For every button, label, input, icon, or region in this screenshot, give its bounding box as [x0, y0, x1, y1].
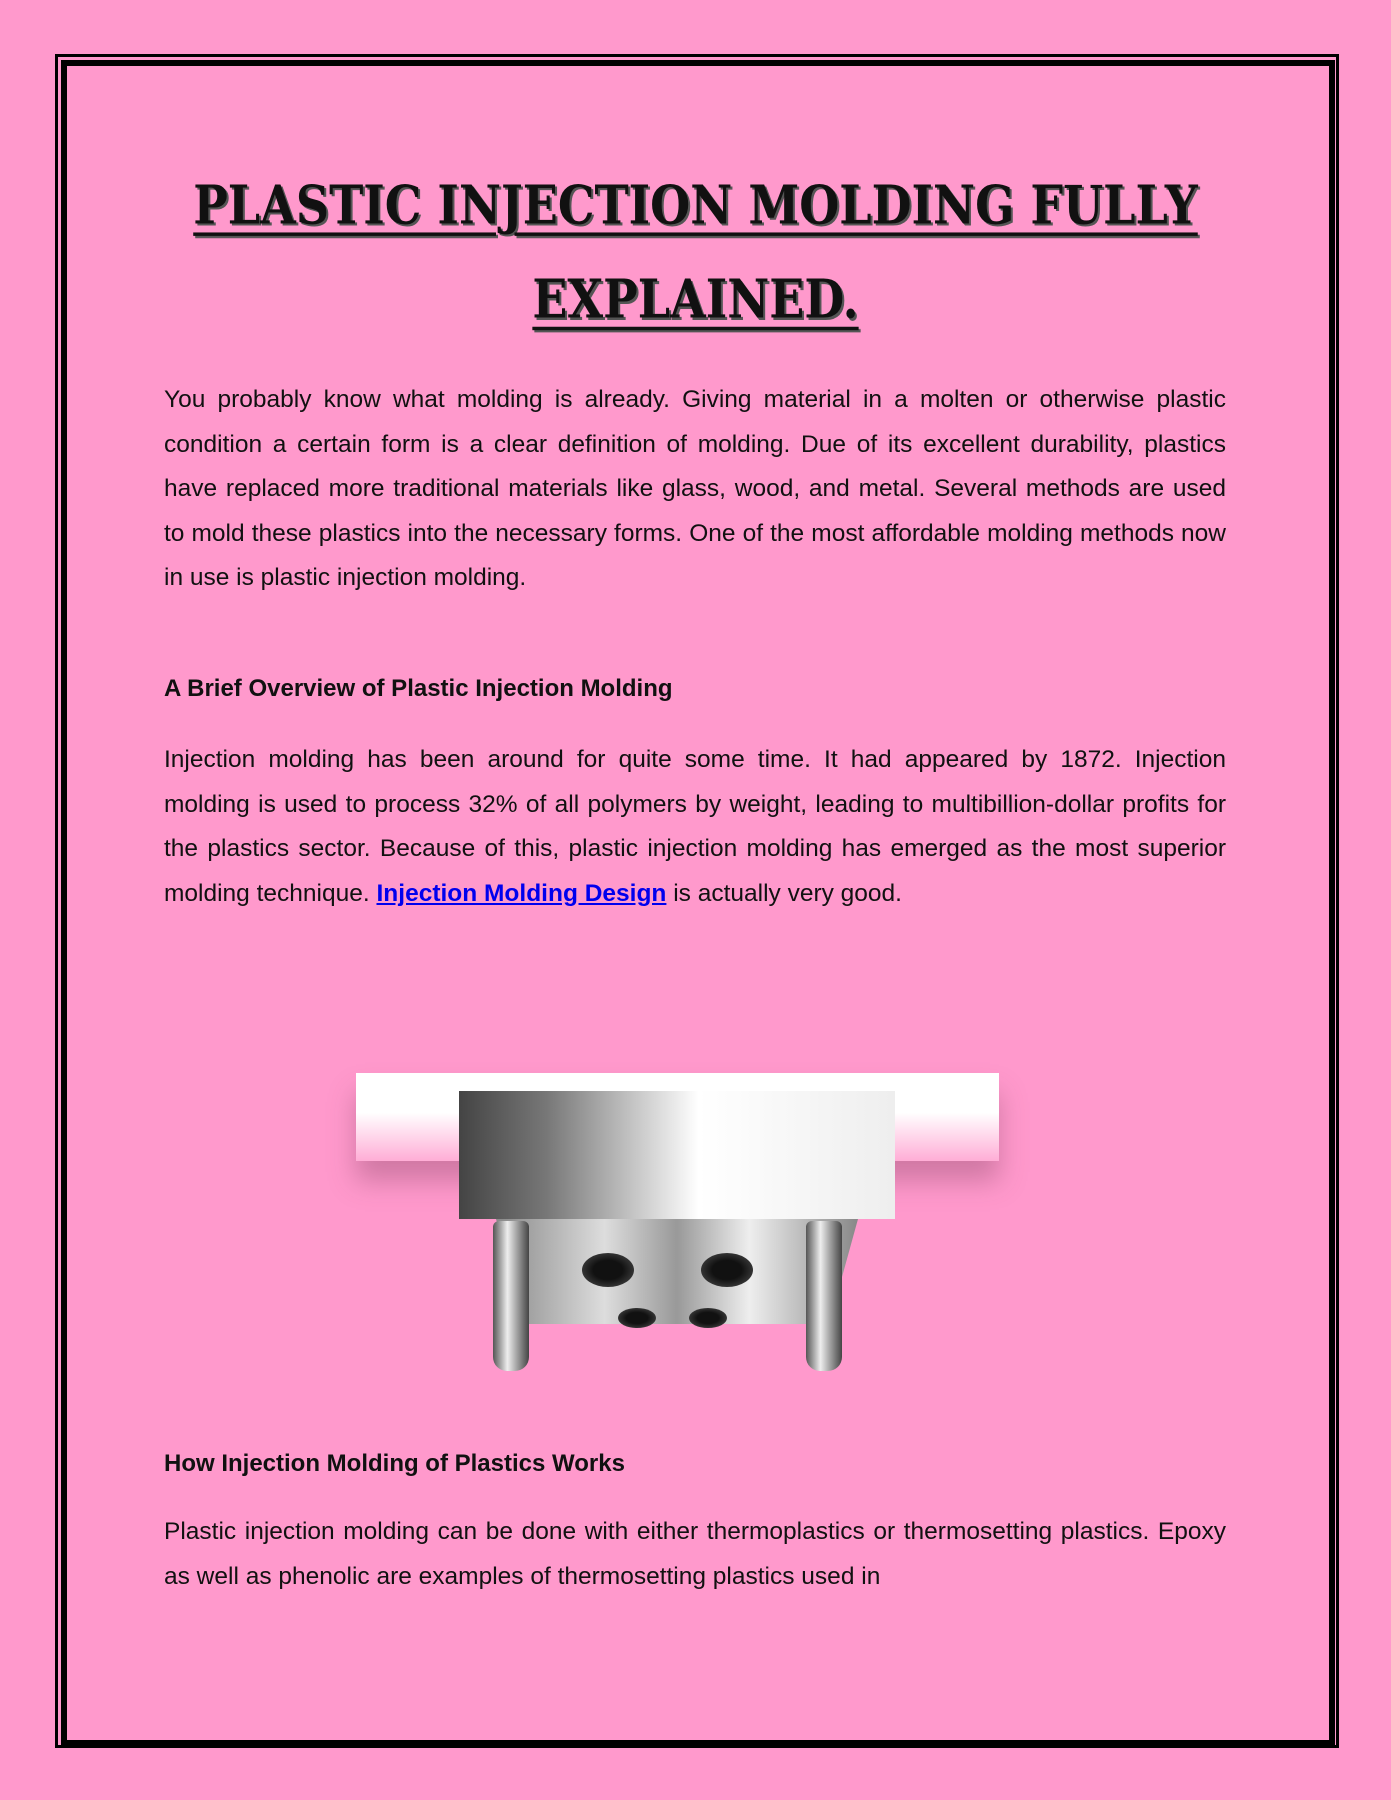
- page-title: [150, 158, 1241, 347]
- intro-paragraph: You probably know what molding is already. Giving material in a molten or otherwise plastic condition a certain form is a clear definition of molding. Due of its excellent durability, plastics have replaced more traditional materials like glass, wood, and metal. Several methods are used to mold these plastics into the necessary forms. One of the most affordable molding methods now in use is plastic injection molding.: [164, 386, 1226, 591]
- injection-mold-image: [356, 1073, 999, 1398]
- title-line-2: EXPLAINED.: [532, 268, 859, 331]
- injection-molding-design-link[interactable]: Injection Molding Design: [376, 879, 667, 907]
- how-it-works-paragraph: Plastic injection molding can be done with either thermoplastics or thermosetting plastics. Epoxy as well as phenolic are examples of thermosetting plastics used in: [164, 1518, 1226, 1590]
- overview-text: Injection molding has been around for quite some time. It had appeared by 1872. Injection molding is used to process 32% of all polymers by weight, leading to multibillion-dollar profits for the plastics sector. Because of this, plastic injection molding has emerged as the most superior molding technique.: [164, 746, 1226, 907]
- overview-text-end: is actually very good.: [666, 879, 902, 907]
- section-heading-how-it-works: How Injection Molding of Plastics Works: [164, 1450, 625, 1477]
- section-heading-overview: A Brief Overview of Plastic Injection Molding: [164, 675, 673, 702]
- title-line-1: PLASTIC INJECTION MOLDING FULLY: [193, 173, 1198, 236]
- overview-paragraph: [164, 738, 1226, 916]
